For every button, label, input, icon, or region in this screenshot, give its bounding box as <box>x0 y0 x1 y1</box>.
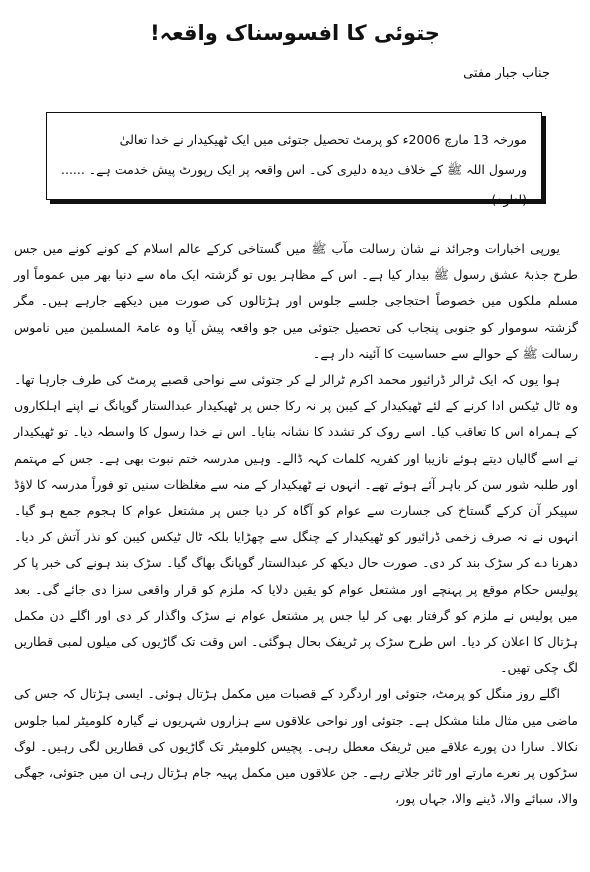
editor-note-box <box>46 112 542 207</box>
article-paragraph: یورپی اخبارات وجرائد نے شان رسالت مآب ﷺ میں گستاخی کرکے عالم اسلام کے کونے کونے میں جس طرح جذبۂ عشق رسول ﷺ بیدار کیا ہے۔ اس کے مظاہر یوں تو گزشتہ ایک ماہ سے دنیا بھر میں عموماً اور مسلم ملکوں میں خصوصاً احتجاجی جلسے جلوس اور ہڑتالوں کی صورت میں دیکھے جارہے ہیں۔ مگر گزشتہ سوموار کو جنوبی پنجاب کی تحصیل جتوئی میں جو واقعہ پیش آیا وہ عامۃ المسلمین میں ناموس رسالت ﷺ کے حوالے سے حساسیت کا آئینہ دار ہے۔ <box>14 241 578 361</box>
article-author: جناب جبار مفتی <box>463 66 550 81</box>
article-title: جتوئی کا افسوسناک واقعہ! <box>150 21 440 45</box>
editor-note-line: مورخہ 13 مارچ 2006ء کو پرمٹ تحصیل جتوئی میں ایک ٹھیکیدار نے خدا تعالیٰ <box>119 132 527 147</box>
article-paragraph: ہوا یوں کہ ایک ٹرالر ڈرائیور محمد اکرم ٹرالر لے کر جتوئی سے نواحی قصبے پرمٹ کی طرف جارہا تھا۔ وہ ٹال ٹیکس ادا کرنے کے لئے ٹھیکیدار کے کیبن پر نہ رکا جس پر ٹھیکیدار عبدالستار گوپانگ نے اپنے اہلکاروں کے ہمراہ اس کا تعاقب کیا۔ اسے روک کر تشدد کا نشانہ بنایا۔ اس نے خدا رسول کا واسطہ دیا۔ تو ٹھیکیدار نے اسے گالیاں دیتے ہوئے نازیبا اور کفریہ کلمات کہہ ڈالے۔ وہیں مدرسہ ختم نبوت بھی ہے۔ جس کے مہتمم اور طلبہ شور سن کر باہر آئے ہوئے تھے۔ انہوں نے ٹھیکیدار کے منہ سے مغلظات سنیں تو فوراً مدرسہ کا لاؤڈ سپیکر آن کرکے گستاخ کی جسارت سے عوام کو آگاہ کر دیا جس پر مشتعل عوام کا ہجوم جمع ہو گیا۔ انہوں نے نہ صرف زخمی ڈرائیور کو ٹھیکیدار کے چنگل سے چھڑایا بلکہ ٹال ٹیکس کیبن کو نذر آتش کر دیا۔ دھرنا دے کر سڑک بند کر دی۔ صورت حال دیکھ کر عبدالستار گوپانگ بھاگ گیا۔ سڑک بند ہونے کی خبر پا کر پولیس حکام موقع پر پہنچے اور مشتعل عوام کو یقین دلایا کہ ملزم کو قرار واقعی سزا دی جائے گی۔ بعد میں پولیس نے ملزم کو گرفتار بھی کر لیا جس پر مشتعل عوام نے سڑک واگذار کر دی اور اگلے دن مکمل ہڑتال کا اعلان کر دیا۔ اس طرح سڑک پر ٹریفک بحال ہوگئی۔ اس وقت تک گاڑیوں کی میلوں لمبی قطاریں لگ چکی تھیں۔ <box>14 372 578 676</box>
editor-note-line: ورسول اللہ ﷺ کے خلاف دیدہ دلیری کی۔ اس واقعہ پر ایک رپورٹ پیش خدمت ہے۔ ...... (ادارہ) <box>61 162 527 207</box>
article-paragraph: اگلے روز منگل کو پرمٹ، جتوئی اور اردگرد کے قصبات میں مکمل ہڑتال ہوئی۔ ایسی ہڑتال کہ جس کی ماضی میں مثال ملنا مشکل ہے۔ جتوئی اور نواحی علاقوں سے ہزاروں شہریوں نے گیارہ کلومیٹر لمبا جلوس نکالا۔ سارا دن پورے علاقے میں ٹریفک معطل رہی۔ پچیس کلومیٹر تک گاڑیوں کی قطاریں لگی رہیں۔ لوگ سڑکوں پر نعرے مارتے اور ٹائر جلاتے رہے۔ جن علاقوں میں مکمل پہیہ جام ہڑتال رہی ان میں جتوئی، جھگی والا، سبائے والا، ڈینے والا، جہاں پور، <box>14 686 578 807</box>
article-body <box>14 236 578 812</box>
